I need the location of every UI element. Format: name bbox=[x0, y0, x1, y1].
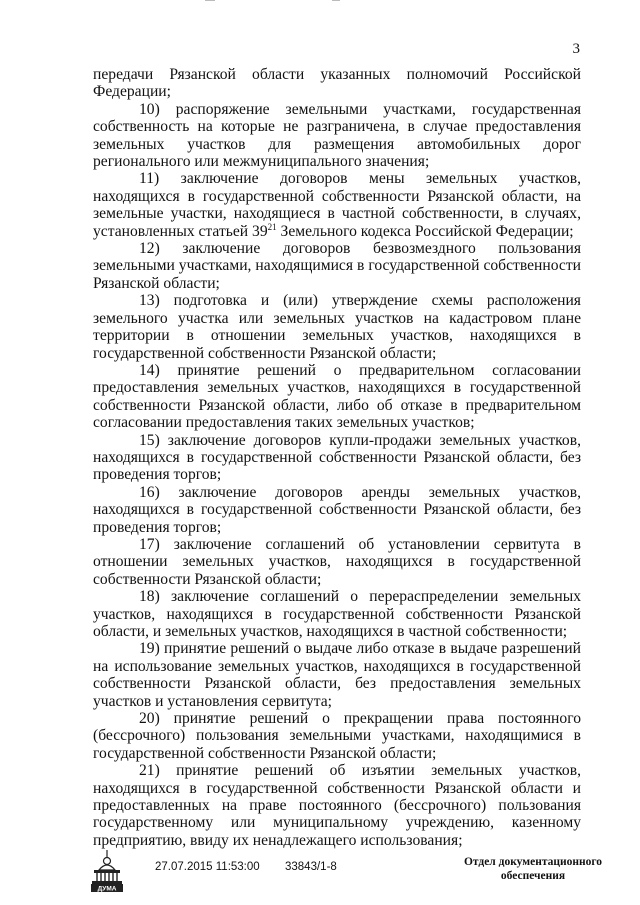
paragraph bbox=[93, 762, 581, 849]
page-number: 3 bbox=[572, 41, 580, 57]
paragraph bbox=[93, 170, 581, 240]
paragraph bbox=[93, 432, 581, 484]
scan-edge-mark bbox=[332, 0, 340, 1]
scan-edge-mark bbox=[205, 0, 215, 1]
department-line-2: обеспечения bbox=[500, 870, 566, 882]
superscript: 21 bbox=[267, 221, 277, 232]
paragraph bbox=[93, 640, 581, 710]
paragraph bbox=[93, 484, 581, 536]
paragraph-text-continued: Земельного кодекса Российской Федерации; bbox=[276, 222, 574, 240]
paragraph-text: 18) заключение соглашений о перераспределении земельных участков, находящихся в государственной собственности Рязанской области, и земельных участков, находящихся в частной собственности; bbox=[93, 588, 581, 640]
document-body bbox=[93, 66, 581, 849]
duma-building-icon bbox=[88, 848, 126, 894]
paragraph-text: 21) принятие решений об изъятии земельных участков, находящихся в государственной собственности Рязанской области и предоставленных на праве постоянного (бессрочного) пользования государственному или муниципальному учреждению, казенному предприятию, ввиду их ненадлежащего использования; bbox=[93, 762, 581, 849]
paragraph-text: 12) заключение договоров безвозмездного пользования земельными участками, находящимися в государственной собственности Рязанской области; bbox=[93, 240, 581, 292]
paragraph-text: 13) подготовка и (или) утверждение схемы расположения земельного участка или земельных участков на кадастровом плане территории в отношении земельных участков, находящихся в государственной собственности Рязанской области; bbox=[93, 292, 581, 362]
paragraph bbox=[93, 588, 581, 640]
paragraph-text: 16) заключение договоров аренды земельных участков, находящихся в государственной собственности Рязанской области, без проведения торгов; bbox=[93, 483, 581, 536]
emblem-label: ДУМА bbox=[97, 885, 117, 893]
paragraph bbox=[93, 101, 581, 171]
paragraph bbox=[93, 362, 581, 432]
paragraph-text: 11) заключение договоров мены земельных участков, находящихся в государственной собственности Рязанской области, на земельные участки, находящиеся в частной собственности, в случаях, установленных статьей 39 bbox=[93, 170, 581, 240]
paragraph-text: 17) заключение соглашений об установлении сервитута в отношении земельных участков, находящихся в государственной собственности Рязанской области; bbox=[93, 535, 581, 588]
paragraph-text: 20) принятие решений о прекращении права постоянного (бессрочного) пользования земельными участками, находящимися в государственной собственности Рязанской области; bbox=[93, 710, 581, 762]
paragraph bbox=[93, 240, 581, 292]
document-footer bbox=[0, 848, 640, 898]
paragraph bbox=[93, 710, 581, 762]
paragraph bbox=[93, 292, 581, 362]
paragraph-text: 19) принятие решений о выдаче либо отказе в выдаче разрешений на использование земельных участков, находящихся в государственной собственности Рязанской области, без предоставления земельных участков и установления сервитута; bbox=[93, 640, 581, 710]
department-line-1: Отдел документационного bbox=[463, 856, 603, 868]
paragraph-text: 15) заключение договоров купли-продажи земельных участков, находящихся в государственной собственности Рязанской области, без проведения торгов; bbox=[93, 431, 581, 484]
footer-doc-number: 33843/1-8 bbox=[285, 861, 337, 873]
paragraph-text: 14) принятие решений о предварительном согласовании предоставления земельных участков, находящихся в государственной собственности Рязанской области, либо об отказе в предварительном согласовании предоставления таких земельных участков; bbox=[93, 361, 581, 432]
paragraph bbox=[93, 536, 581, 588]
footer-timestamp: 27.07.2015 11:53:00 bbox=[155, 861, 260, 873]
paragraph-text: передачи Рязанской области указанных полномочий Российской Федерации; bbox=[93, 66, 581, 101]
paragraph bbox=[93, 66, 581, 101]
paragraph-text: 10) распоряжение земельными участками, государственная собственность на которые не разграничена, в случае предоставления земельных участков для размещения автомобильных дорог регионального или межмуниципального значения; bbox=[93, 100, 581, 171]
footer-department bbox=[453, 855, 613, 883]
